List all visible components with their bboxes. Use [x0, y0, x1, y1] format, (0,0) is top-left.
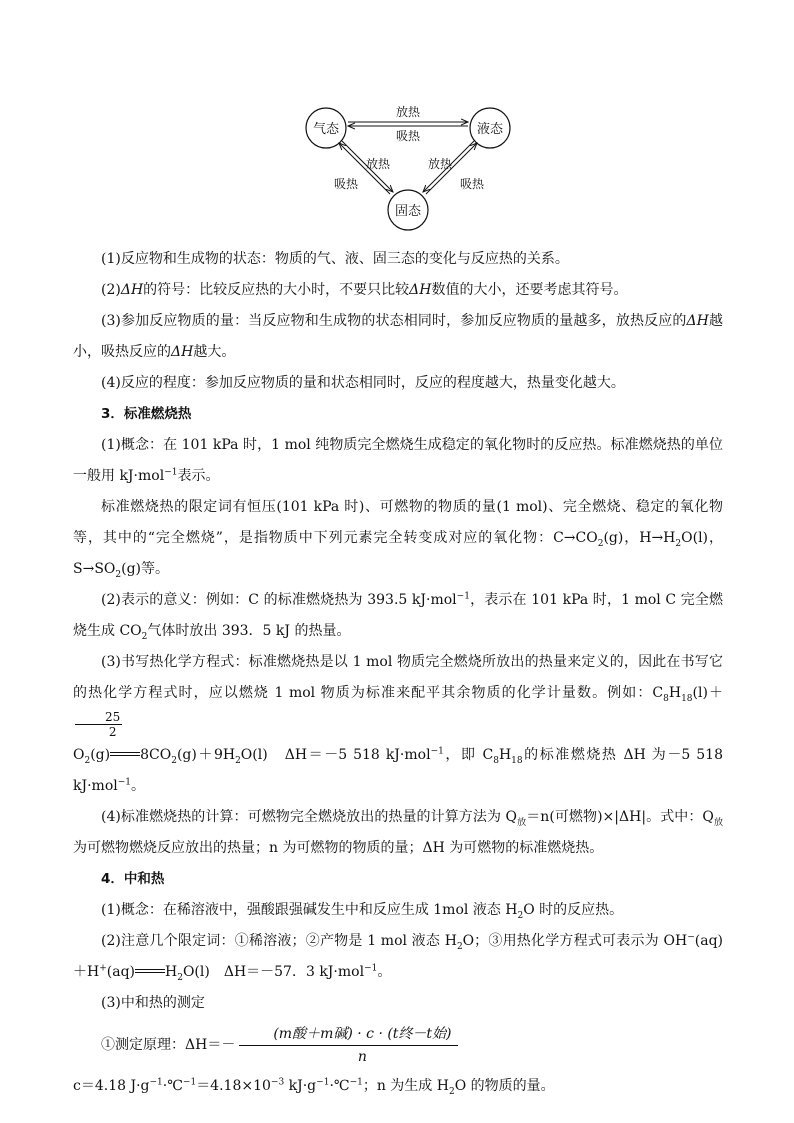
- subscript: 2: [235, 755, 241, 766]
- text-run: (2)表示的意义：例如：C 的标准燃烧热为 393.5 kJ·mol: [101, 592, 457, 608]
- text-run: (3)参加反应物质的量：当反应物和生成物的状态相同时，参加反应物质的量越多，放热反应的: [101, 313, 687, 329]
- text-run: O 时的反应热。: [523, 902, 624, 918]
- subscript: 8: [493, 755, 499, 766]
- specific-heat-paragraph: [73, 1071, 723, 1102]
- text-run: O(l)，S→SO: [73, 530, 723, 577]
- influence-state-text: (1)反应物和生成物的状态：物质的气、液、固三态的变化与反应热的关系。: [101, 251, 569, 267]
- fraction-numerator: 25: [75, 710, 122, 725]
- text-run: ①测定原理：ΔH＝－: [101, 1037, 236, 1053]
- text-run: (g)＋9H: [176, 747, 236, 763]
- subscript: 18: [511, 755, 523, 766]
- right-inner-label: 放热: [427, 157, 453, 171]
- combustion-calc-paragraph: [73, 802, 723, 864]
- subscript: 2: [171, 755, 177, 766]
- formula-numerator: (m酸＋m碱) · c · (t终－t始): [239, 1023, 457, 1046]
- text-run: ，即 C: [443, 747, 494, 763]
- superscript: +: [99, 963, 107, 974]
- text-run: (g)，H→H: [603, 530, 676, 546]
- text-run: O 的物质的量。: [454, 1078, 555, 1094]
- superscript: −: [687, 932, 695, 943]
- subscript: 放: [713, 817, 723, 828]
- influence-amount-paragraph: [73, 306, 723, 368]
- neutralization-concept-paragraph: [73, 895, 723, 926]
- gas-label: 气态: [312, 122, 340, 137]
- text-run: (1)概念：在 101 kPa 时，1 mol 纯物质完全燃烧生成稳定的氧化物时的反应热。标准燃烧热的单位一般用 kJ·mol: [73, 437, 723, 484]
- text-run: ，表示在 101 kPa 时，1 mol C 完全燃烧生成 CO: [73, 592, 723, 639]
- superscript: −1: [149, 1077, 163, 1088]
- text-run: H: [165, 964, 178, 980]
- combustion-concept-paragraph: [73, 430, 723, 492]
- top-upper-label: 放热: [395, 105, 421, 119]
- combustion-equation-paragraph: [73, 647, 723, 802]
- text-run: O: [73, 747, 85, 763]
- neutralization-measure-heading: (3)中和热的测定: [101, 995, 205, 1011]
- text-run: 标准燃烧热的限定词有恒压(101 kPa 时)、可燃物的物质的量(1 mol)、完全燃烧、稳定的氧化物等，其中的“完全燃烧”，是指物质中下列元素完全转变成对应的氧化物：C→CO: [73, 499, 723, 546]
- subscript: 2: [675, 538, 682, 549]
- influence-degree-paragraph: [73, 368, 723, 399]
- measurement-principle-paragraph: [73, 1019, 723, 1071]
- text-run: 。: [377, 964, 392, 980]
- delta-h-symbol: ΔH: [120, 282, 144, 298]
- text-run: kJ·g: [284, 1078, 317, 1094]
- formula-denominator: n: [357, 1048, 367, 1065]
- neutralization-limits-paragraph: [73, 926, 723, 988]
- state-change-diagram-svg: [290, 100, 530, 235]
- section-3-heading: 3．标准燃烧热: [101, 406, 192, 422]
- text-run: ＝n(可燃物)×|ΔH|。式中：Q: [526, 809, 714, 825]
- top-lower-label: 吸热: [395, 129, 421, 143]
- left-inner-label: 放热: [365, 157, 391, 171]
- subscript: 2: [597, 538, 604, 549]
- text-run: (2)注意几个限定词：①稀溶液；②产物是 1 mol 液态 H: [101, 933, 457, 949]
- superscript: −3: [270, 1077, 285, 1088]
- subscript: 8: [663, 693, 669, 704]
- superscript: −1: [316, 1077, 330, 1088]
- subscript: 18: [681, 693, 693, 704]
- combustion-meaning-paragraph: [73, 585, 723, 647]
- equals-double-line: [135, 967, 165, 977]
- subscript: 2: [456, 941, 463, 952]
- text-run: 。: [131, 778, 146, 794]
- text-run: (aq)＋H: [73, 933, 723, 980]
- document-body: [73, 244, 723, 1102]
- delta-h-symbol: ΔH: [409, 282, 432, 298]
- superscript: −1: [117, 777, 132, 788]
- text-run: 的符号：比较反应热的大小时，不要只比较: [143, 282, 410, 298]
- text-run: 数值的大小，还要考虑其符号。: [431, 282, 628, 298]
- text-run: 气体时放出 393．5 kJ 的热量。: [147, 623, 351, 639]
- fraction-25-2: [75, 710, 122, 739]
- text-run: 表示。: [177, 468, 220, 484]
- subscript: 2: [517, 910, 524, 921]
- text-run: c＝4.18 J·g: [73, 1078, 150, 1094]
- text-run: ；n 为生成 H: [362, 1078, 449, 1094]
- liquid-label: 液态: [476, 122, 504, 137]
- section-4-heading: 4．中和热: [101, 871, 165, 887]
- measurement-formula-fraction: [239, 1023, 457, 1068]
- text-run: O(l) ΔH＝－57．3 kJ·mol: [182, 964, 365, 980]
- text-run: H: [668, 685, 682, 701]
- superscript: −1: [349, 1077, 363, 1088]
- left-outer-label: 吸热: [333, 177, 359, 191]
- subscript: 2: [177, 972, 183, 983]
- state-change-diagram: [290, 100, 530, 235]
- delta-h-symbol: ΔH: [171, 344, 194, 360]
- text-run: O；③用热化学方程式可表示为 OH: [462, 933, 688, 949]
- text-run: O(l) ΔH＝－5 518 kJ·mol: [240, 747, 431, 763]
- right-outer-label: 吸热: [459, 177, 485, 191]
- text-run: (1)概念：在稀溶液中，强酸跟强碱发生中和反应生成 1mol 液态 H: [101, 902, 518, 918]
- text-run: ＝4.18×10: [196, 1078, 271, 1094]
- text-run: (g)等。: [121, 561, 170, 577]
- superscript: −1: [456, 591, 470, 602]
- influence-sign-paragraph: [73, 275, 723, 306]
- text-run: (aq): [106, 964, 135, 980]
- text-run: 越小，吸热反应的: [73, 313, 723, 360]
- text-run: (l)＋: [692, 685, 723, 701]
- fraction-denominator: 2: [108, 724, 117, 739]
- text-run: (4)标准燃烧热的计算：可燃物完全燃烧放出的热量的计算方法为 Q: [101, 809, 518, 825]
- subscript: 2: [84, 755, 91, 766]
- text-run: 8CO: [140, 747, 172, 763]
- text-run: ·℃: [329, 1078, 350, 1094]
- text-run: (3)书写热化学方程式：标准燃烧热是以 1 mol 物质完全燃烧所放出的热量来定义的，因此在书写它的热化学方程式时，应以燃烧 1 mol 物质为标准来配平其余物质的化学计量数。例如：C: [73, 654, 723, 701]
- superscript: −1: [364, 963, 378, 974]
- subscript: 2: [448, 1086, 455, 1097]
- text-run: (g): [90, 747, 111, 763]
- text-run: (4)反应的程度：参加反应物质的量和状态相同时，反应的程度越大，热量变化越大。: [101, 375, 625, 391]
- text-run: (2): [101, 282, 121, 298]
- subscript: 2: [141, 631, 148, 642]
- text-run: 为可燃物燃烧反应放出的热量；n 为可燃物的物质的量；ΔH 为可燃物的标准燃烧热。: [73, 840, 604, 856]
- subscript: 放: [517, 817, 527, 828]
- delta-h-symbol: ΔH: [686, 313, 709, 329]
- text-run: H: [498, 747, 512, 763]
- combustion-limits-paragraph: [73, 492, 723, 585]
- superscript: −1: [164, 467, 178, 478]
- text-run: 越大。: [193, 344, 236, 360]
- influence-state-paragraph: [73, 244, 723, 275]
- text-run: 的标准燃烧热 ΔH 为－5 518 kJ·mol: [73, 747, 723, 794]
- superscript: −1: [182, 1077, 197, 1088]
- solid-label: 固态: [394, 204, 422, 219]
- text-run: ·℃: [162, 1078, 183, 1094]
- equals-double-line: [110, 750, 140, 760]
- superscript: −1: [430, 746, 444, 757]
- subscript: 2: [115, 569, 122, 580]
